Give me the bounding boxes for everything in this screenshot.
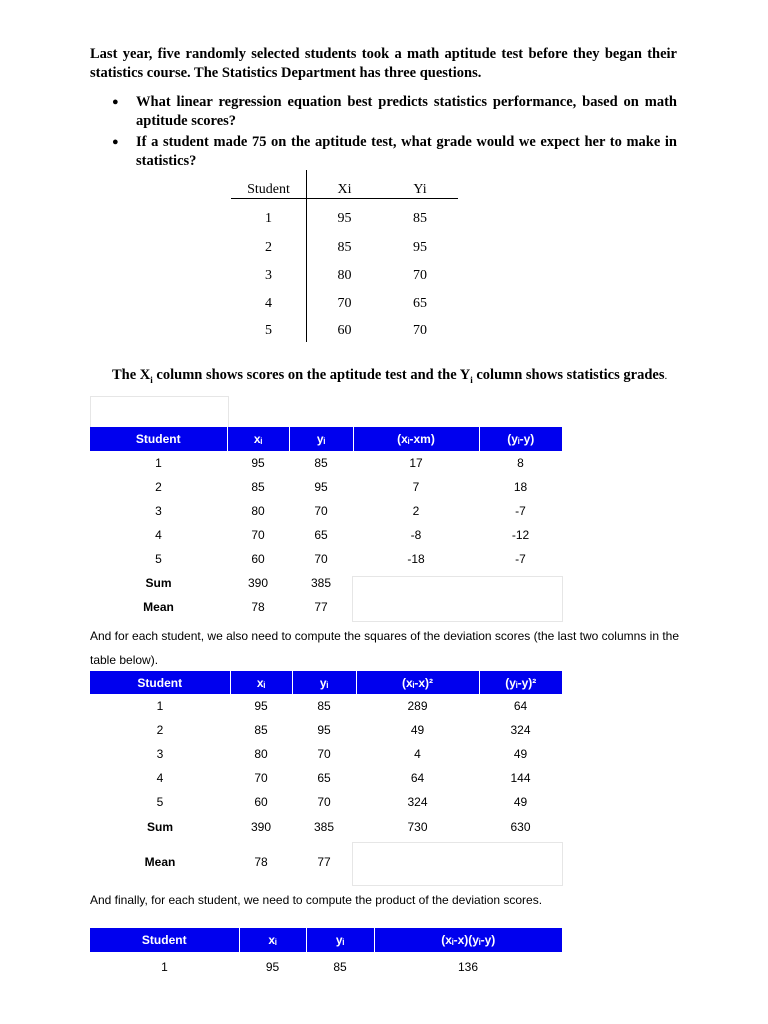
table-cell: 2 bbox=[265, 240, 272, 255]
table-cell bbox=[356, 839, 479, 885]
table-cell: Sum bbox=[146, 819, 173, 834]
table-cell: 18 bbox=[513, 480, 528, 494]
table-cell: 70 bbox=[314, 504, 328, 518]
table-cell: 64 bbox=[513, 699, 528, 713]
table-cell: 49 bbox=[410, 723, 425, 737]
table-cell: 7 bbox=[412, 480, 420, 494]
deviation-product-table bbox=[90, 928, 562, 982]
table-cell: 730 bbox=[407, 819, 428, 834]
table-cell: -8 bbox=[410, 528, 422, 542]
aptitude-data-table bbox=[231, 170, 458, 342]
table-row bbox=[90, 523, 562, 547]
table-cell: 2 bbox=[412, 504, 420, 518]
table-cell: 95 bbox=[314, 480, 328, 494]
note-text: column shows scores on the aptitude test and the Y bbox=[152, 367, 471, 383]
table-divider-horizontal bbox=[231, 198, 458, 199]
table-cell: -12 bbox=[511, 528, 530, 542]
table-cell: 77 bbox=[314, 600, 328, 614]
table-cell: 85 bbox=[251, 480, 265, 494]
table-cell: 85 bbox=[314, 456, 328, 470]
table-cell: -18 bbox=[407, 552, 425, 566]
table-cell: 385 bbox=[313, 819, 335, 834]
table-cell: 85 bbox=[413, 211, 427, 226]
table-row bbox=[90, 547, 562, 571]
deviation-table bbox=[90, 427, 562, 619]
table-row bbox=[90, 766, 562, 790]
table-cell: 78 bbox=[251, 600, 265, 614]
column-header: (xᵢ-x)(yᵢ-y) bbox=[374, 928, 562, 952]
table-cell: 3 bbox=[156, 747, 164, 761]
table-cell: 4 bbox=[265, 296, 272, 311]
column-header: yᵢ bbox=[306, 928, 374, 952]
table-cell: 17 bbox=[409, 456, 423, 470]
column-header: yᵢ bbox=[292, 671, 356, 694]
table-cell: 289 bbox=[407, 699, 428, 713]
column-header: Yi bbox=[413, 182, 427, 197]
table-cell: 4 bbox=[414, 747, 421, 761]
table-row bbox=[90, 451, 562, 475]
table-cell: 2 bbox=[156, 723, 164, 737]
table-cell: 3 bbox=[265, 268, 272, 283]
table-cell: 5 bbox=[265, 323, 272, 338]
table-cell: 1 bbox=[265, 211, 272, 226]
column-header: (yᵢ-y) bbox=[479, 427, 562, 451]
table-cell: 70 bbox=[254, 771, 268, 785]
empty-cell-outline bbox=[90, 396, 229, 428]
table-cell: 95 bbox=[317, 723, 331, 737]
column-header: Xi bbox=[337, 182, 352, 197]
table-cell: 49 bbox=[513, 795, 528, 809]
table-cell: Mean bbox=[143, 600, 174, 614]
table-cell: 64 bbox=[410, 771, 425, 785]
intro-paragraph: Last year, five randomly selected students took a math aptitude test before they began their statistics course. The Statistics Department has three questions. bbox=[90, 46, 677, 81]
table-cell: 78 bbox=[254, 855, 268, 869]
table-cell: 4 bbox=[156, 771, 164, 785]
table-cell: 70 bbox=[317, 795, 331, 809]
table-row bbox=[90, 694, 562, 718]
question-list bbox=[112, 93, 677, 173]
table-cell: 70 bbox=[337, 296, 352, 311]
table-cell: 4 bbox=[155, 528, 162, 542]
column-header: xᵢ bbox=[239, 928, 306, 952]
table-cell: 65 bbox=[413, 296, 427, 311]
table-row bbox=[90, 475, 562, 499]
table-cell: 324 bbox=[407, 795, 428, 809]
table-cell: 8 bbox=[517, 456, 524, 470]
table-row bbox=[90, 839, 562, 885]
note-subscript: i bbox=[470, 374, 473, 385]
column-header: Student bbox=[90, 427, 227, 451]
column-header: Student bbox=[90, 928, 239, 952]
table-cell: 2 bbox=[155, 480, 162, 494]
table-cell: 1 bbox=[156, 699, 164, 713]
note-subscript: i bbox=[150, 374, 153, 385]
table-row bbox=[90, 595, 562, 619]
table-cell: 70 bbox=[317, 747, 331, 761]
table-cell: Mean bbox=[144, 855, 176, 869]
table-cell: 70 bbox=[413, 323, 427, 338]
table-cell: 95 bbox=[413, 240, 427, 255]
table-cell bbox=[353, 595, 479, 619]
table-cell: 95 bbox=[337, 211, 352, 226]
column-header: xᵢ bbox=[227, 427, 289, 451]
column-header: (xᵢ-xm) bbox=[353, 427, 479, 451]
table-cell: 324 bbox=[510, 723, 531, 737]
table-cell: 65 bbox=[317, 771, 331, 785]
table-row bbox=[90, 742, 562, 766]
table-cell: 60 bbox=[337, 323, 352, 338]
table-cell: 85 bbox=[254, 723, 268, 737]
squares-paragraph: And for each student, we also need to compute the squares of the deviation scores (the last two columns in the table below). bbox=[90, 629, 680, 667]
table-row bbox=[90, 790, 562, 814]
table-cell: 630 bbox=[510, 819, 531, 834]
table-cell: 80 bbox=[254, 747, 268, 761]
table-cell: -7 bbox=[515, 504, 526, 518]
column-header: (yᵢ-y)² bbox=[479, 671, 562, 694]
column-header: yᵢ bbox=[289, 427, 353, 451]
note-period: . bbox=[664, 370, 668, 382]
products-paragraph: And finally, for each student, we need to compute the product of the deviation scores. bbox=[90, 893, 543, 907]
table-cell: 80 bbox=[251, 504, 265, 518]
table-cell: 1 bbox=[161, 960, 168, 974]
table-row bbox=[90, 718, 562, 742]
table-cell: -7 bbox=[515, 552, 526, 566]
table-cell: 80 bbox=[337, 268, 352, 283]
table-row bbox=[90, 499, 562, 523]
table-cell: 95 bbox=[251, 456, 265, 470]
table-cell bbox=[353, 571, 479, 595]
note-text: The X bbox=[112, 367, 151, 383]
table-cell: 390 bbox=[250, 819, 272, 834]
table-row bbox=[90, 952, 562, 982]
table-cell: 1 bbox=[155, 456, 162, 470]
table-cell: 77 bbox=[317, 855, 331, 869]
table-cell: 70 bbox=[314, 552, 328, 566]
table-cell: 5 bbox=[156, 795, 164, 809]
table-cell: 144 bbox=[510, 771, 531, 785]
table-cell: 3 bbox=[155, 504, 162, 518]
table-cell: 85 bbox=[337, 240, 352, 255]
column-header: Student bbox=[247, 182, 290, 197]
table-cell: 390 bbox=[247, 576, 269, 590]
table-cell: 5 bbox=[155, 552, 162, 566]
table-cell: 65 bbox=[314, 528, 328, 542]
table-cell: 85 bbox=[333, 960, 347, 974]
table-cell: 60 bbox=[251, 552, 265, 566]
table-cell bbox=[479, 839, 562, 885]
table-cell: 70 bbox=[413, 268, 427, 283]
table-cell: 49 bbox=[513, 747, 528, 761]
table-row bbox=[90, 571, 562, 595]
column-explanation bbox=[112, 367, 667, 385]
table-cell: 136 bbox=[457, 960, 479, 974]
table-row bbox=[90, 814, 562, 839]
table-cell: Sum bbox=[145, 576, 172, 590]
table-cell: 60 bbox=[254, 795, 268, 809]
table-cell: 85 bbox=[317, 699, 331, 713]
column-header: Student bbox=[90, 671, 230, 694]
question-item: ● If a student made 75 on the aptitude test, what grade would we expect her to make in statistics? bbox=[112, 133, 677, 171]
column-header: (xᵢ-x)² bbox=[356, 671, 479, 694]
squared-deviation-table bbox=[90, 671, 562, 885]
table-cell: 385 bbox=[310, 576, 332, 590]
table-cell bbox=[479, 595, 562, 619]
note-text: column shows statistics grades bbox=[472, 367, 665, 383]
table-cell bbox=[479, 571, 562, 595]
question-item: ● What linear regression equation best predicts statistics performance, based on math aptitude scores? bbox=[112, 93, 677, 131]
table-cell: 95 bbox=[265, 960, 280, 974]
column-header: xᵢ bbox=[230, 671, 292, 694]
table-cell: 95 bbox=[254, 699, 268, 713]
table-cell: 70 bbox=[251, 528, 265, 542]
